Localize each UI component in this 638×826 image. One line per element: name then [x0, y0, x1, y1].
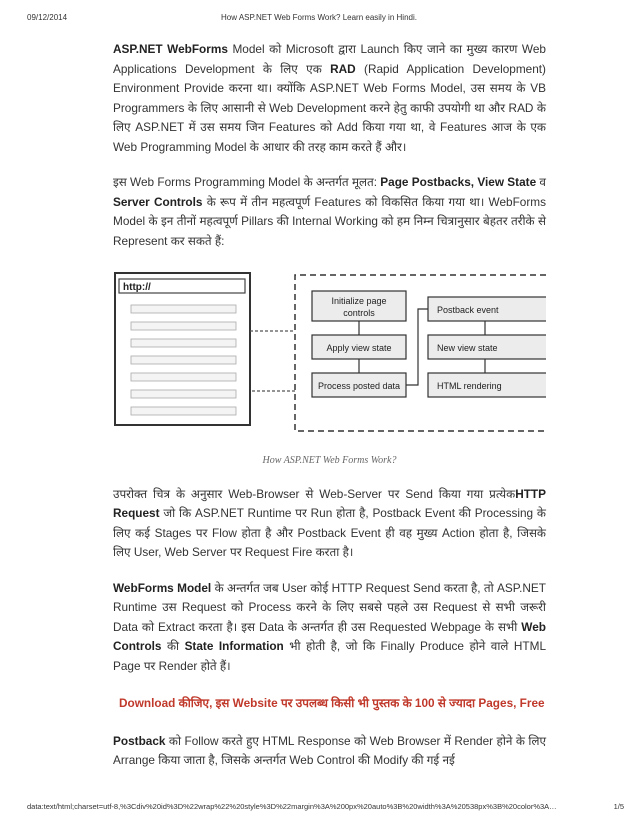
term-web-controls: Web Controls [113, 619, 546, 653]
paragraph-postback: Postback को Follow करते हुए HTML Response को Web Browser में Render होने के लिए Arrange किया जाता है, जिसके अन्तर्गत Web Control की Modify की गई नई [113, 733, 546, 767]
term-aspnet-webforms: ASP.NET WebForms [113, 42, 228, 56]
browser-address-text: http:// [123, 282, 151, 293]
box-html-rendering [428, 373, 546, 397]
svg-text:New view state: New view state [437, 343, 498, 353]
term-server-controls: Server Controls [113, 194, 203, 209]
svg-text:Apply view state: Apply view state [326, 343, 392, 353]
box-postback-event [428, 297, 546, 321]
download-link[interactable]: Download कीजिए, इस Website पर उपलब्ध किसी भी पुस्तक के 100 से ज्यादा Pages, Free [119, 696, 545, 710]
svg-text:Initialize page: Initialize page [331, 296, 387, 306]
article-body [113, 40, 546, 771]
term-webforms-model: WebForms Model [113, 580, 212, 595]
paragraph-webforms-model: WebForms Model के अन्तर्गत जब User कोई HTTP Request Send करता है, तो ASP.NET Runtime उस Request को Process करने के लिए सबसे पहले उस Request से सभी जरूरी Data को Extract करता है। इस Data के अन्तर्गत ही उस Requested Webpage के सभी Web Controls की State Information भी होती है, जो कि Finally Produce होने वाले HTML Page पर Render होते हैं। [113, 580, 546, 673]
box-process-posted-data [312, 373, 406, 397]
term-state-information: State Information [184, 639, 284, 653]
header-title: How ASP.NET Web Forms Work? Learn easily in Hindi. [221, 13, 417, 22]
webforms-diagram [113, 265, 546, 447]
term-postback: Postback [113, 733, 166, 748]
box-initialize-page-controls [312, 291, 406, 321]
term-rad: RAD [330, 61, 356, 76]
footer-page-number: 1/5 [613, 802, 624, 811]
page-header [0, 13, 638, 27]
header-date: 09/12/2014 [27, 13, 68, 22]
browser-window [115, 273, 250, 425]
svg-text:Process posted data: Process posted data [317, 381, 401, 391]
paragraph-features: इस Web Forms Programming Model के अन्तर्गत मूलत: Page Postbacks, View State व Server Controls के रूप में तीन महत्वपूर्ण Features को विकसित किया गया था। WebForms Model के इन तीनों महत्वपूर्ण Pillars की Internal Working को हम निम्न चित्रानुसार बेहतर तरीके से Represent कर सकते हैं: [113, 175, 546, 248]
box-new-view-state [428, 335, 546, 359]
footer-url: data:text/html;charset=utf-8,%3Cdiv%20id%3D%22wrap%22%20style%3D%22margin%3A%200px%20auto%3B%20width%3A%20538px%3B%20color%3A… [27, 802, 557, 811]
figure-caption: How ASP.NET Web Forms Work? [262, 455, 397, 466]
paragraph-http-request: उपरोक्त चित्र के अनुसार Web-Browser से Web-Server पर Send किया गया प्रत्येकHTTP Request जो कि ASP.NET Runtime पर Run होता है, Postback Event की Processing के लिए कई Stages पर Flow होता है और Postback Event ही वह मुख्य Action होता है, जिसके लिए User, Web Server पर Request Fire करता है। [113, 486, 546, 559]
term-http-request: HTTP Request [113, 486, 546, 520]
svg-text:HTML rendering: HTML rendering [437, 381, 502, 391]
box-apply-view-state [312, 335, 406, 359]
paragraph-intro: ASP.NET WebForms Model को Microsoft द्वारा Launch किए जाने का मुख्य कारण Web Applications Development के लिए एक RAD (Rapid Application Development) Environment Provide करना था। क्योंकि ASP.NET Web Forms Model, उस समय के VB Programmers के लिए आसानी से Web Development करने हेतु काफी उपयोगी था और RAD के लिए ASP.NET में उस समय जिन Features को Add किया गया था, वे Features आज के एक Web Programming Model के आधार की तरह काम करते हैं और। [113, 42, 546, 154]
svg-text:controls: controls [343, 308, 375, 318]
term-postbacks: Page Postbacks, View State [380, 175, 537, 189]
svg-text:Postback event: Postback event [437, 305, 499, 315]
diagram-svg [113, 265, 546, 447]
